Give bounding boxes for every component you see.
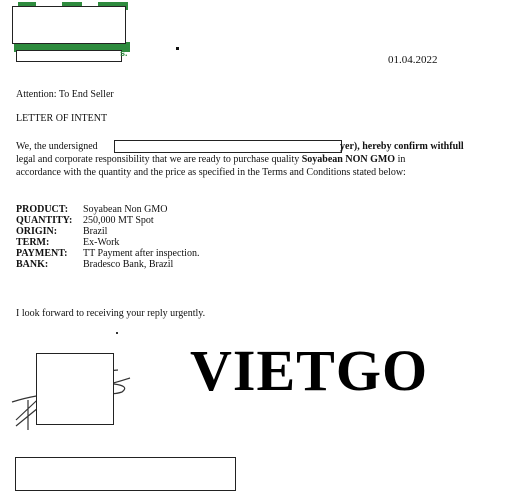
term-value: Bradesco Bank, Brazil: [83, 259, 174, 270]
intro-line-3: accordance with the quantity and the price as specified in the Terms and Conditions stated below:: [16, 167, 406, 178]
intro-line-1: [16, 140, 98, 153]
term-label: QUANTITY:: [16, 215, 73, 226]
intro-line-2-start: legal and corporate responsibility that we are ready to purchase quality: [16, 154, 300, 165]
company-logo: [14, 2, 132, 60]
intro-line-2: [16, 153, 405, 166]
intro-line-1-end: [340, 140, 464, 153]
term-label: TERM:: [16, 237, 50, 248]
term-value: 250,000 MT Spot: [83, 215, 154, 226]
term-value: TT Payment after inspection.: [83, 248, 200, 259]
term-value: Brazil: [83, 226, 108, 237]
stray-mark: [116, 332, 118, 334]
stray-mark: [176, 47, 179, 50]
redaction-box: [114, 140, 342, 153]
redaction-box: [16, 50, 122, 62]
vietgo-watermark: VIETGO: [190, 338, 429, 403]
closing-line: I look forward to receiving your reply urgently.: [16, 308, 206, 319]
intro-line-1-end-text: yer), hereby confirm withfull: [340, 141, 464, 152]
intro-product-highlight: Soyabean NON GMO: [301, 154, 396, 165]
intro-line-2-end: in: [397, 154, 406, 165]
redaction-box: [12, 6, 126, 44]
term-label: PRODUCT:: [16, 204, 69, 215]
logo-tail-text: s.: [120, 48, 128, 58]
term-label: PAYMENT:: [16, 248, 68, 259]
attention-line: Attention: To End Seller: [16, 89, 114, 100]
intro-line-1-start: We, the undersigned: [16, 141, 98, 152]
letter-date: 01.04.2022: [388, 54, 438, 66]
redaction-box: [15, 457, 236, 491]
term-label: BANK:: [16, 259, 49, 270]
term-value: Soyabean Non GMO: [83, 204, 168, 215]
term-value: Ex-Work: [83, 237, 120, 248]
document-title: LETTER OF INTENT: [16, 113, 108, 124]
term-label: ORIGIN:: [16, 226, 58, 237]
redaction-box: [36, 353, 114, 425]
